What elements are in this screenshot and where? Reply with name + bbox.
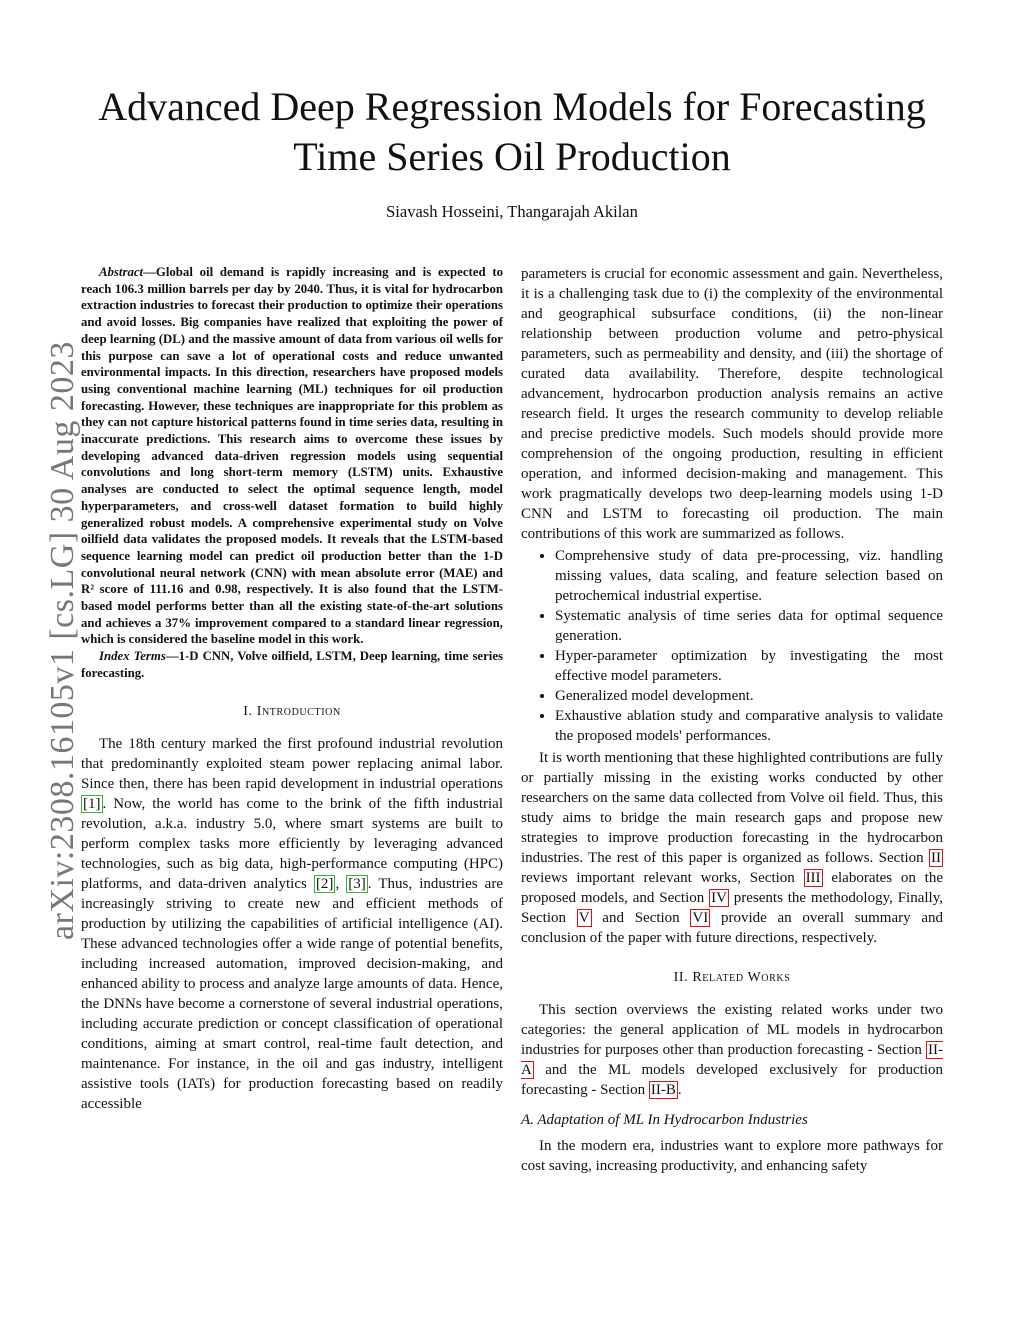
right-column (521, 264, 943, 1176)
index-terms-text: —1-D CNN, Volve oilfield, LSTM, Deep learning, time series forecasting. (81, 649, 503, 680)
title-line-1: Advanced Deep Regression Models for Forecasting (98, 84, 926, 129)
intro-paragraph-1: The 18th century marked the first profound industrial revolution that predominantly exploited steam power replacing animal labor. Since then, there has been rapid development in industrial operations [1] . Now, the world has come to the brink of the fifth industrial revolution, a.k.a. industry 5.0, where smart systems are built to perform complex tasks more efficiently by leveraging advanced technologies, such as big data, high-performance computing (HPC) platforms, and data-driven analytics [2] , [3] . Thus, industries are increasingly striving to create new and efficient methods of production by utilizing the capabilities of artificial intelligence (AI). These advanced technologies offer a wide range of potential benefits, including increased automation, improved decision-making, and enhanced ability to process and analyze large amounts of data. Hence, the DNNs have become a cornerstone of several industrial operations, including accurate prediction or concept classification of operational conditions, aiming at smart control, real-time fault detection, and maintenance. For instance, in the oil and gas industry, intelligent assistive tools (IATs) for production forecasting based on readily accessible (81, 735, 503, 1112)
list-item: • Exhaustive ablation study and comparative analysis to validate the proposed models' performances. (555, 706, 943, 746)
list-item: • Generalized model development. (555, 686, 943, 706)
title-line-2: Time Series Oil Production (293, 134, 731, 179)
left-column (81, 264, 503, 1114)
section-link-iii[interactable]: III (805, 870, 821, 886)
citation-link-2[interactable]: [2] (315, 875, 334, 892)
list-item: • Systematic analysis of time series data for optimal sequence generation. (555, 606, 943, 646)
abstract-label: Abstract (99, 265, 144, 279)
section-link-ii-a[interactable]: II-A (521, 1042, 943, 1078)
section-link-vi[interactable]: VI (692, 910, 709, 926)
intro-paragraph-3: It is worth mentioning that these highlighted contributions are fully or partially missing in the existing works conducted by other researchers on the same data collected from Volve oil field. Thus, this study aims to bridge the main research gaps and propose new strategies to improve production forecasting in the hydrocarbon industries. The rest of this paper is organized as follows. Section II reviews important relevant works, Section III elaborates on the proposed models, and Section IV presents the methodology, Finally, Section V and Section VI provide an overall summary and conclusion of the paper with future directions, respectively. (521, 750, 944, 946)
contributions-list (521, 546, 943, 746)
list-item: • Hyper-parameter optimization by investigating the most effective model parameters. (555, 646, 943, 686)
abstract (81, 264, 503, 648)
index-terms (81, 648, 503, 681)
section-heading-related-works: II. Related Works (673, 970, 791, 985)
author-list: Siavash Hosseini, Thangarajah Akilan (386, 202, 638, 221)
intro-paragraph-2: parameters is crucial for economic assessment and gain. Nevertheless, it is a challenging task due to (i) the complexity of the environmental and geographical subsurface conditions, (ii) the non-linear relationship between production volume and petro-physical parameters, such as permeability and density, and (iii) the shortage of curated data availability. Therefore, despite technological advancement, hydrocarbon production analysis remains an active research field. It urges the research community to develop reliable and precise predictive models. Such models should provide more comprehension of the ongoing production, resulting in efficient operation, and informed decision-making and management. This work pragmatically develops two deep-learning models using 1-D CNN and LSTM to forecasting oil production. The main contributions of this work are summarized as follows. (521, 266, 943, 542)
subsection-heading-a: A. Adaptation of ML In Hydrocarbon Industries (521, 1112, 808, 1128)
list-item: • Comprehensive study of data pre-processing, viz. handling missing values, data scaling, and feature selection based on petrochemical industrial expertise. (555, 546, 943, 606)
section-heading-introduction: I. Introduction (243, 703, 341, 719)
citation-link-3[interactable]: [3] (348, 875, 366, 892)
index-terms-label: Index Terms (99, 649, 166, 664)
section-link-ii-b[interactable]: II-B (650, 1082, 676, 1098)
section-link-v[interactable]: V (578, 910, 590, 926)
section-link-iv[interactable]: IV (711, 890, 727, 906)
related-paragraph-2: In the modern era, industries want to explore more pathways for cost saving, increasing productivity, and enhancing safety (521, 1138, 943, 1174)
paper-title (0, 82, 1024, 182)
section-link-ii[interactable]: II (931, 850, 941, 866)
arxiv-identifier-stamp: arXiv:2308.16105v1 [cs.LG] 30 Aug 2023 (44, 341, 81, 940)
abstract-text: —Global oil demand is rapidly increasing and is expected to reach 106.3 million barrels per day by 2040. Thus, it is vital for hydrocarbon extraction industries to forecast their production to optimize their operations and avoid losses. Big companies have realized that exploiting the power of deep learning (DL) and the massive amount of data from various oil wells for this purpose can save a lot of operational costs and reduce unwanted environmental impacts. In this direction, researchers have proposed models using conventional machine learning (ML) techniques for oil production forecasting. However, these techniques are inappropriate for this problem as they can not capture historical patterns found in time series data, resulting in inaccurate predictions. This research aims to overcome these issues by developing advanced data-driven regression models using sequential convolutions and long short-term memory (LSTM) units. Exhaustive analyses are conducted to select the optimal sequence length, model hyperparameters, and cross-well dataset formation to build highly generalized robust models. A comprehensive experimental study on Volve oilfield data validates the proposed models. It reveals that the LSTM-based sequence learning model can predict oil production better than the 1-D convolutional neural network (CNN) with mean absolute error (MAE) and R² score of 111.16 and 0.98, respectively. It is also found that the LSTM-based model performs better than all the existing state-of-the-art solutions and achieves a 37% improvement compared to a standard linear regression, which is considered the baseline model in this work. (81, 265, 503, 647)
citation-link-1[interactable]: [1] (83, 795, 101, 812)
related-paragraph-1: This section overviews the existing related works under two categories: the general application of ML models in hydrocarbon industries for purposes other than production forecasting - Section II-A and the ML models developed exclusively for production forecasting - Section II-B . (521, 1002, 943, 1098)
